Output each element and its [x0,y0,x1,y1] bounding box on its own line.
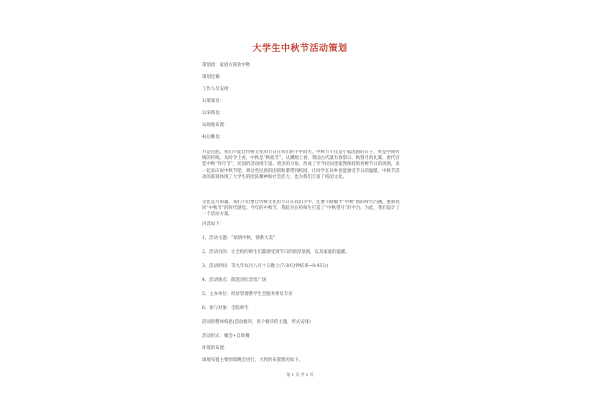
list-item: 5、主办单位：经济管理系学生会服务委员专业 [202,292,293,297]
list-item: 6、参与对象：全院师生 [202,306,249,311]
environment-heading: 环境的布置： [202,346,229,351]
contest-line: 策划比赛： [202,75,224,80]
overall-setup-line: 活动的整体构思(活动板块，各个板块的主题，形式安排) [202,320,311,325]
staff-item-3: 3)场地布置： [202,123,229,128]
list-item: 2、活动目的：让全校的师生们都感受到节日的浓厚氛围，以及家庭的温暖。 [202,250,350,255]
document-title: 大学生中秋节活动策划 [252,44,348,54]
staff-item-2: 2)采购员： [202,111,225,116]
page-number: 第 1 页 共 5 页 [286,372,314,377]
staff-item-4: 4)后勤员： [202,135,225,140]
list-item: 3、活动时间：等九年农历八月十五晚上(7:30分钟结束~9:45分) [202,264,329,269]
content-heading: 内容如下： [202,222,224,227]
planner-line: 策划团：家庭方圆欢中秋 [202,63,251,68]
staff-heading: 工作人员安排： [202,87,233,92]
culture-paragraph: 文化是月的魂，我们不但要让传统文化的节日在我们手中，还要不断赋予“中秋”新的时代内涵，重新找回“中秋节”的时代感觉。今年的中秋节，我院为在校师生打造了“中秋望月”的平台，为此，我们设计了一个活动方案。 [202,200,400,218]
staff-item-1: 1)策划员： [202,99,225,104]
venue-layout-line: 场地布置主要围着晚会进行，大致的布置情况如下。 [202,358,303,363]
intro-paragraph: 月是民族。我们不能让传统文化的节日在我们的手中消失，中秋节不仅是小家团圆的日子，更是中国传统的传统。从时令上看，中秋是“秋收节”。从渊源上看，我国古代就有春祭日、秋祭月的礼制，唐代宫廷中秋“拜月节”，民间的活动则丰富。诸多的习俗，形成了至今民间也依然保持的各种节日的风情，来一起来庆祝中秋节吧，将这些民族的团圆和谐带到校园，让同学在异乡也能感受节日的温暖。中秋节活动的策划体现了大学生的团队精神和社会活力，也为我们丰富了校园文化。 [202,150,400,180]
list-item: 4、活动地点：陈凯哥纪念馆广场 [202,278,267,283]
activity-form-line: 活动形式：聚会+自助餐 [202,334,250,339]
list-item: 1、活动主题：“浓情中秋，情系大美” [202,236,276,241]
